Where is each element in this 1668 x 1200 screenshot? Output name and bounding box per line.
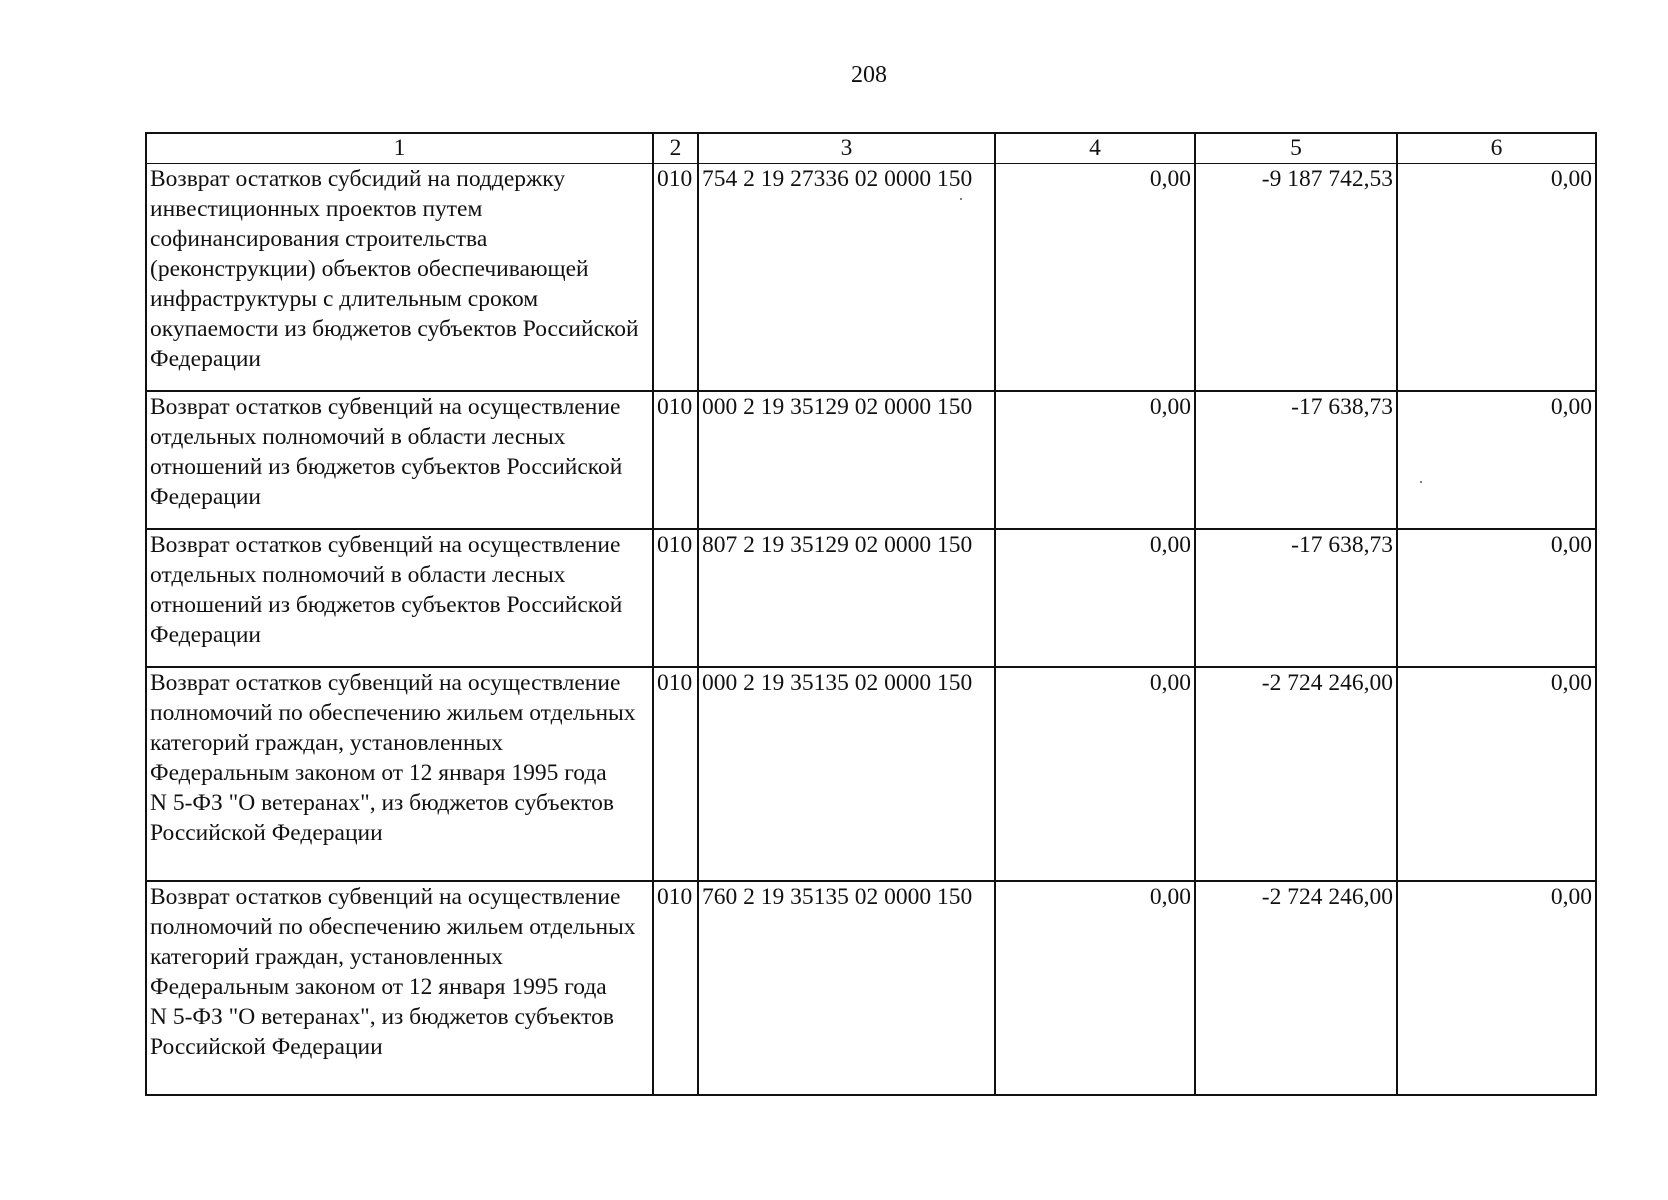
row-code: 010 bbox=[653, 164, 698, 391]
header-col-6: 6 bbox=[1397, 133, 1596, 164]
row-col5-value: -9 187 742,53 bbox=[1195, 164, 1397, 391]
row-code: 010 bbox=[653, 881, 698, 1095]
row-col6-value: 0,00 bbox=[1397, 667, 1596, 881]
row-col6-value: 0,00 bbox=[1397, 164, 1596, 391]
row-col4-value: 0,00 bbox=[995, 881, 1195, 1095]
row-description: Возврат остатков субвенций на осуществление полномочий по обеспечению жильем отдельных категорий граждан, установленных Федеральным законом от 12 января 1995 года N 5-ФЗ "О ветеранах", из бюджетов субъектов Российской Федерации bbox=[146, 881, 653, 1095]
row-budget-classification-code: 760 2 19 35135 02 0000 150 bbox=[698, 881, 995, 1095]
row-col4-value: 0,00 bbox=[995, 391, 1195, 529]
row-col5-value: -17 638,73 bbox=[1195, 529, 1397, 667]
scan-speck bbox=[1420, 481, 1422, 483]
table-row bbox=[146, 164, 1596, 391]
row-description: Возврат остатков субвенций на осуществление полномочий по обеспечению жильем отдельных категорий граждан, установленных Федеральным законом от 12 января 1995 года N 5-ФЗ "О ветеранах", из бюджетов субъектов Российской Федерации bbox=[146, 667, 653, 881]
header-col-4: 4 bbox=[995, 133, 1195, 164]
table-row bbox=[146, 391, 1596, 529]
row-budget-classification-code: 000 2 19 35129 02 0000 150 bbox=[698, 391, 995, 529]
table-row bbox=[146, 529, 1596, 667]
row-col4-value: 0,00 bbox=[995, 164, 1195, 391]
header-col-1: 1 bbox=[146, 133, 653, 164]
row-col5-value: -17 638,73 bbox=[1195, 391, 1397, 529]
table-row bbox=[146, 667, 1596, 881]
table-row bbox=[146, 881, 1596, 1095]
row-col6-value: 0,00 bbox=[1397, 529, 1596, 667]
scan-speck bbox=[960, 198, 962, 200]
budget-table bbox=[145, 132, 1597, 1096]
table-header-row bbox=[146, 133, 1596, 164]
row-col4-value: 0,00 bbox=[995, 529, 1195, 667]
row-col6-value: 0,00 bbox=[1397, 881, 1596, 1095]
header-col-2: 2 bbox=[653, 133, 698, 164]
row-code: 010 bbox=[653, 391, 698, 529]
row-budget-classification-code: 000 2 19 35135 02 0000 150 bbox=[698, 667, 995, 881]
row-code: 010 bbox=[653, 667, 698, 881]
row-col5-value: -2 724 246,00 bbox=[1195, 881, 1397, 1095]
row-code: 010 bbox=[653, 529, 698, 667]
row-col6-value: 0,00 bbox=[1397, 391, 1596, 529]
row-col4-value: 0,00 bbox=[995, 667, 1195, 881]
row-col5-value: -2 724 246,00 bbox=[1195, 667, 1397, 881]
page-number: 208 bbox=[851, 62, 887, 88]
row-budget-classification-code: 807 2 19 35129 02 0000 150 bbox=[698, 529, 995, 667]
header-col-3: 3 bbox=[698, 133, 995, 164]
row-budget-classification-code: 754 2 19 27336 02 0000 150 bbox=[698, 164, 995, 391]
row-description: Возврат остатков субсидий на поддержку инвестиционных проектов путем софинансирования строительства (реконструкции) объектов обеспечивающей инфраструктуры с длительным сроком окупаемости из бюджетов субъектов Российской Федерации bbox=[146, 164, 653, 391]
row-description: Возврат остатков субвенций на осуществление отдельных полномочий в области лесных отношений из бюджетов субъектов Российской Федерации bbox=[146, 529, 653, 667]
row-description: Возврат остатков субвенций на осуществление отдельных полномочий в области лесных отношений из бюджетов субъектов Российской Федерации bbox=[146, 391, 653, 529]
header-col-5: 5 bbox=[1195, 133, 1397, 164]
